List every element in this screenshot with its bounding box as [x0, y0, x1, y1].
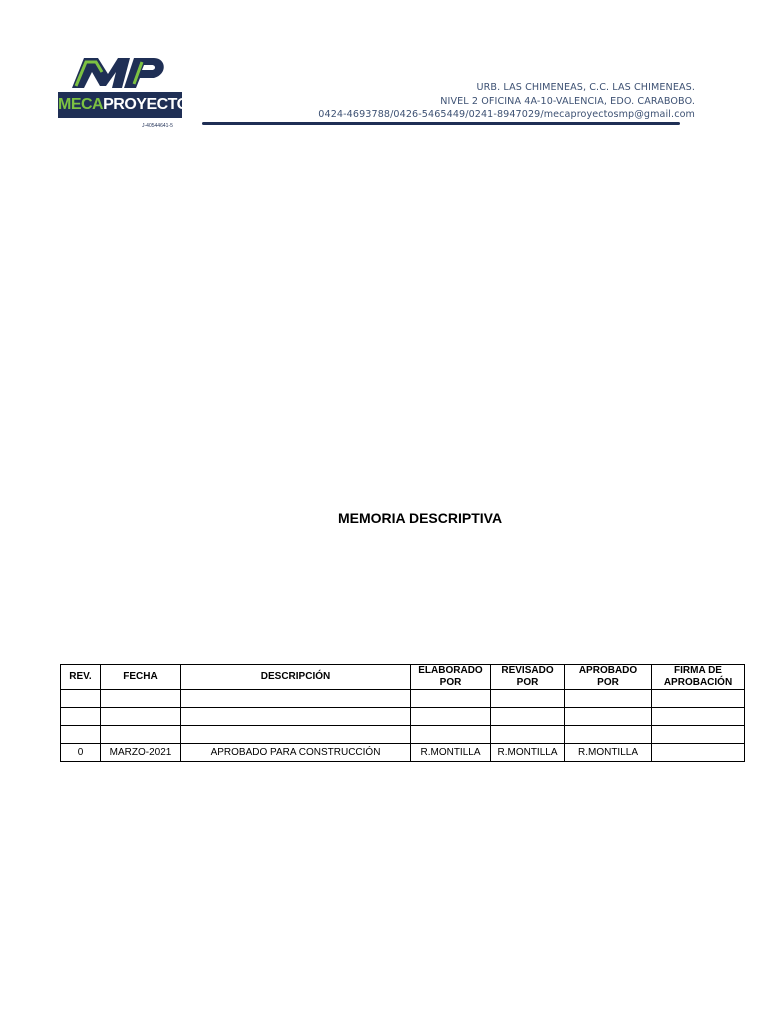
- cell-rev: [61, 690, 101, 708]
- cell-aprobado-por: R.MONTILLA: [565, 744, 652, 762]
- header-revisado-por: REVISADO POR: [491, 665, 565, 690]
- cell-aprobado-por: [565, 690, 652, 708]
- cell-aprobado-por: [565, 726, 652, 744]
- cell-fecha: MARZO-2021: [101, 744, 181, 762]
- cell-descripcion: APROBADO PARA CONSTRUCCIÓN: [181, 744, 411, 762]
- company-logo: [58, 50, 199, 132]
- cell-firma-aprobacion: [652, 744, 745, 762]
- cell-elaborado-por: [411, 690, 491, 708]
- header-descripcion: DESCRIPCIÓN: [181, 665, 411, 690]
- cell-elaborado-por: [411, 726, 491, 744]
- table-row: [61, 726, 745, 744]
- header-rev: REV.: [61, 665, 101, 690]
- cell-elaborado-por: [411, 708, 491, 726]
- table-row: [61, 690, 745, 708]
- address-line-2: NIVEL 2 OFICINA 4A-10-VALENCIA, EDO. CARABOBO.: [440, 95, 695, 107]
- cell-rev: 0: [61, 744, 101, 762]
- cell-fecha: [101, 690, 181, 708]
- cell-rev: [61, 726, 101, 744]
- cell-revisado-por: [491, 726, 565, 744]
- cell-aprobado-por: [565, 708, 652, 726]
- document-title: MEMORIA DESCRIPTIVA: [337, 510, 503, 526]
- cell-firma-aprobacion: [652, 726, 745, 744]
- logo-wordmark: [58, 92, 199, 118]
- table-header-row: [61, 665, 745, 690]
- cell-firma-aprobacion: [652, 690, 745, 708]
- logo-wordmark-meca: MECA: [58, 96, 104, 113]
- header-elaborado-por: ELABORADO POR: [411, 665, 491, 690]
- mp-logo-icon: [58, 50, 182, 132]
- cell-fecha: [101, 726, 181, 744]
- company-address: [318, 81, 695, 122]
- cell-revisado-por: R.MONTILLA: [491, 744, 565, 762]
- logo-wordmark-proyectos: PROYECTOS: [103, 96, 199, 113]
- header-aprobado-por: APROBADO POR: [565, 665, 652, 690]
- company-rif: J-40544641-5: [142, 123, 173, 129]
- cell-firma-aprobacion: [652, 708, 745, 726]
- header-firma-aprobacion: FIRMA DE APROBACIÓN: [652, 665, 745, 690]
- cell-rev: [61, 708, 101, 726]
- cell-descripcion: [181, 726, 411, 744]
- table-row: [61, 744, 745, 762]
- cell-elaborado-por: R.MONTILLA: [411, 744, 491, 762]
- address-line-3: 0424-4693788/0426-5465449/0241-8947029/mecaproyectosmp@gmail.com: [318, 109, 695, 120]
- table-row: [61, 708, 745, 726]
- cell-revisado-por: [491, 690, 565, 708]
- header-fecha: FECHA: [101, 665, 181, 690]
- cell-descripcion: [181, 690, 411, 708]
- header-divider: [202, 122, 680, 125]
- revision-table: [60, 664, 745, 762]
- cell-revisado-por: [491, 708, 565, 726]
- address-line-1: URB. LAS CHIMENEAS, C.C. LAS CHIMENEAS.: [476, 82, 695, 93]
- table-body: [61, 690, 745, 762]
- cell-fecha: [101, 708, 181, 726]
- cell-descripcion: [181, 708, 411, 726]
